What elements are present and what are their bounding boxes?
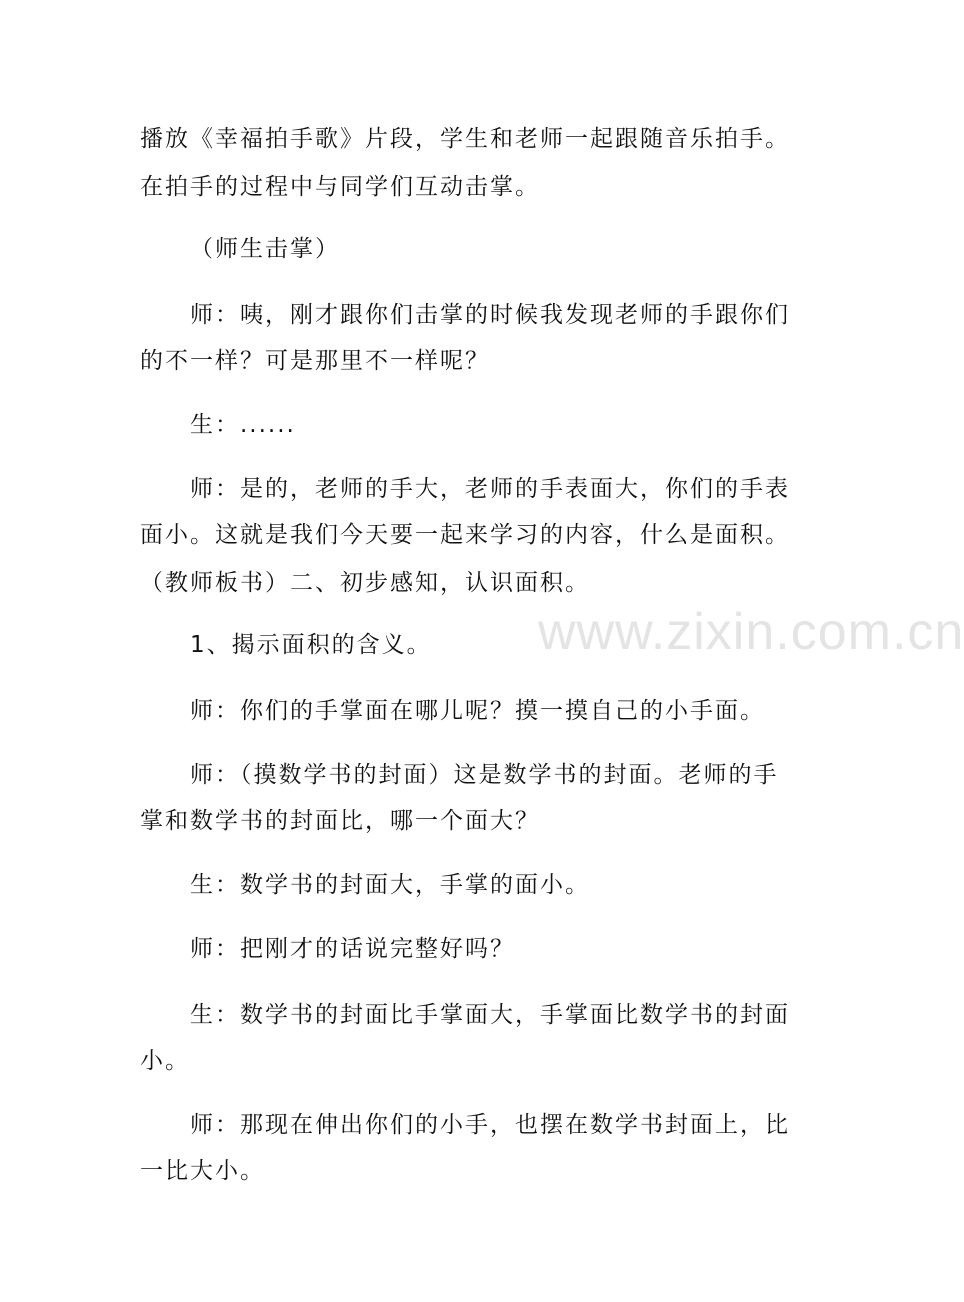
student-line-2: 生：数学书的封面大，手掌的面小。 bbox=[190, 872, 590, 898]
paragraph-line-1: 播放《幸福拍手歌》片段，学生和老师一起跟随音乐拍手。 bbox=[140, 126, 790, 152]
teacher-line-6-cont: 一比大小。 bbox=[140, 1158, 265, 1184]
teacher-line-6: 师：那现在伸出你们的小手，也摆在数学书封面上，比 bbox=[190, 1112, 790, 1138]
teacher-line-4: 师：（摸数学书的封面）这是数学书的封面。老师的手 bbox=[190, 762, 779, 788]
student-line-1: 生：...... bbox=[190, 412, 296, 438]
section-heading: 1、揭示面积的含义。 bbox=[190, 632, 432, 658]
student-line-3: 生：数学书的封面比手掌面大，手掌面比数学书的封面 bbox=[190, 1002, 790, 1028]
teacher-line-5: 师：把刚才的话说完整好吗？ bbox=[190, 936, 515, 962]
teacher-line-3: 师：你们的手掌面在哪儿呢？摸一摸自己的小手面。 bbox=[190, 698, 765, 724]
watermark-text: www.zixin.com.cn bbox=[538, 603, 964, 661]
student-line-3-cont: 小。 bbox=[140, 1048, 190, 1074]
paragraph-line-2: 在拍手的过程中与同学们互动击掌。 bbox=[140, 174, 540, 200]
teacher-line-2: 师：是的，老师的手大，老师的手表面大，你们的手表 bbox=[190, 476, 790, 502]
stage-direction: （师生击掌） bbox=[190, 236, 340, 262]
teacher-line-2-cont: 面小。这就是我们今天要一起来学习的内容，什么是面积。 bbox=[140, 522, 790, 548]
board-writing-heading: （教师板书）二、初步感知，认识面积。 bbox=[140, 570, 590, 596]
teacher-line-1: 师：咦，刚才跟你们击掌的时候我发现老师的手跟你们 bbox=[190, 302, 790, 328]
teacher-line-4-cont: 掌和数学书的封面比，哪一个面大？ bbox=[140, 808, 540, 834]
teacher-line-1-cont: 的不一样？可是那里不一样呢？ bbox=[140, 348, 490, 374]
